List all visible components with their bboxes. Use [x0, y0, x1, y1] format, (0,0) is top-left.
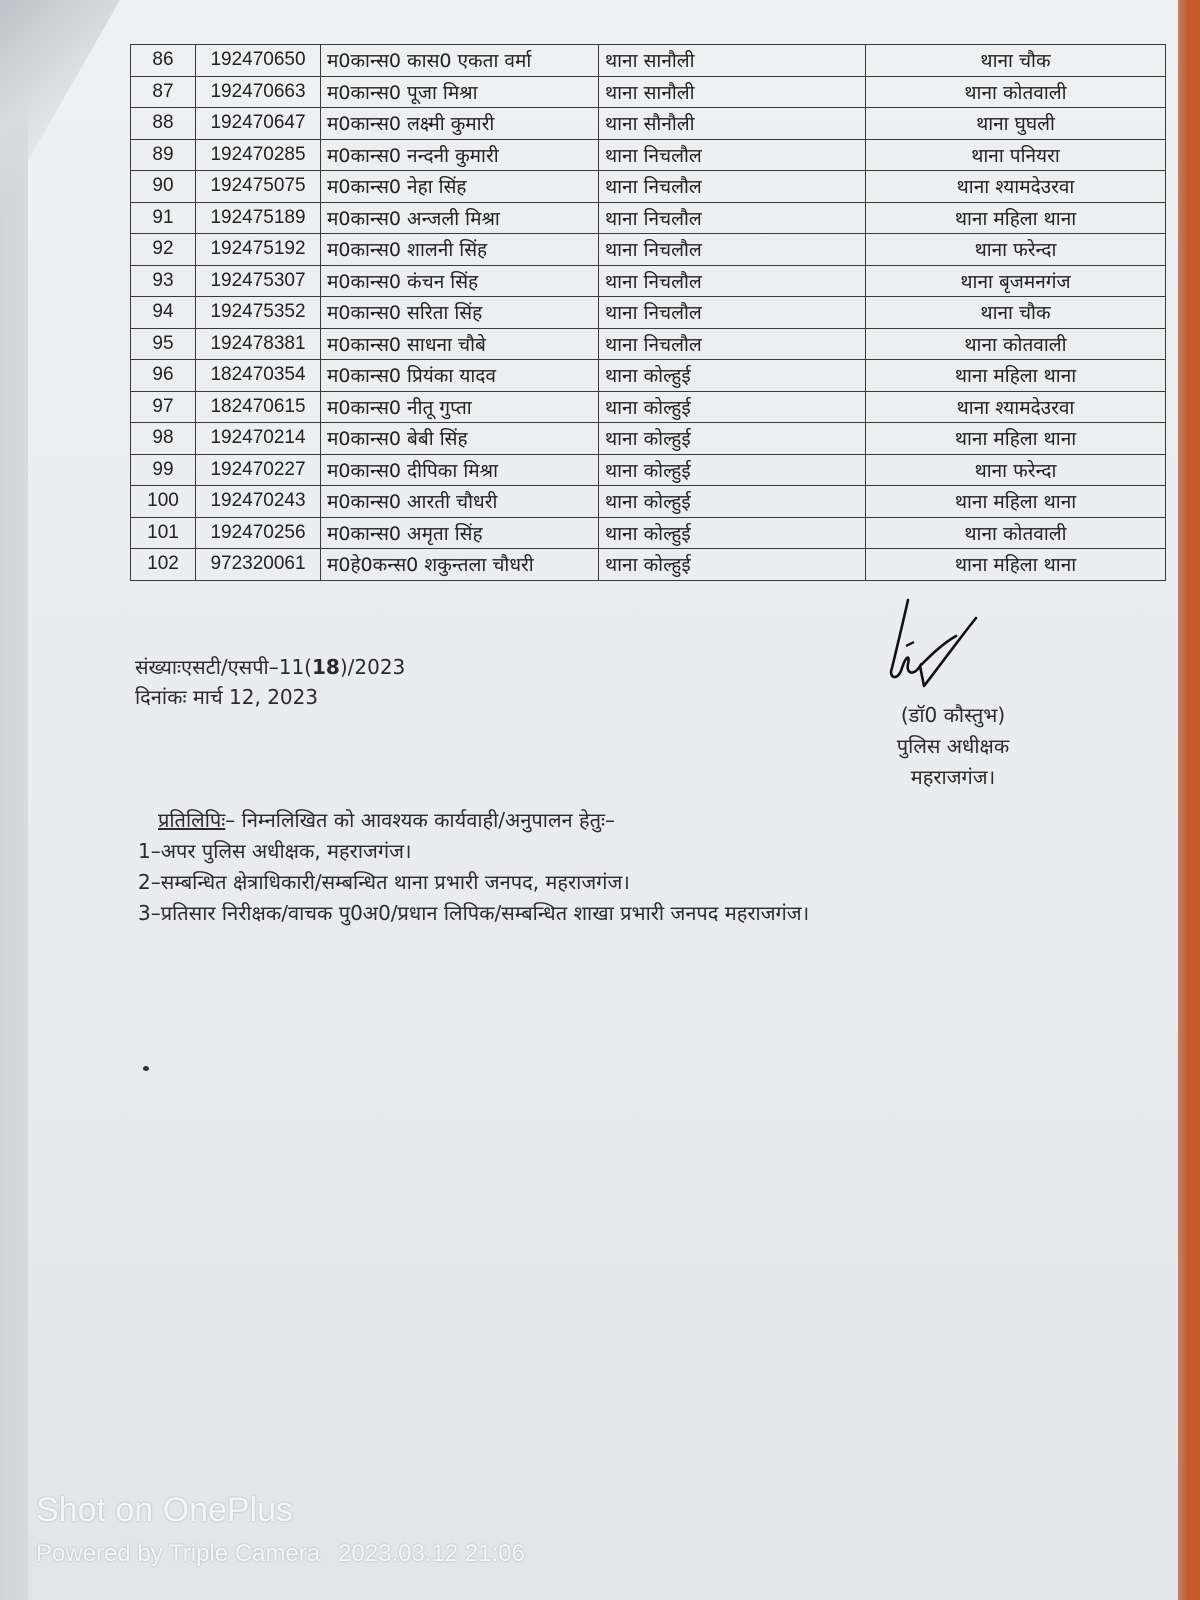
copy-to-item: 2–सम्बन्धित क्षेत्राधिकारी/सम्बन्धित थाना प्रभारी जनपद, महराजगंज। — [138, 870, 630, 894]
name-cell: म0कान्स0 साधना चौबे — [321, 328, 599, 360]
name-cell: म0कान्स0 नीतू गुप्ता — [321, 391, 599, 423]
table-row — [131, 45, 1166, 77]
serial-number-cell: 99 — [131, 454, 196, 486]
pno-cell: 192475075 — [196, 171, 321, 203]
new-posting-cell: थाना श्यामदेउरवा — [866, 391, 1166, 423]
current-posting-cell: थाना सानौली — [599, 76, 866, 108]
copy-to-item: 3–प्रतिसार निरीक्षक/वाचक पु0अ0/प्रधान लिपिक/सम्बन्धित शाखा प्रभारी जनपद महराजगंज। — [138, 901, 810, 925]
camera-watermark — [36, 1490, 525, 1574]
serial-number-cell: 96 — [131, 360, 196, 392]
pno-cell: 192470285 — [196, 139, 321, 171]
new-posting-cell: थाना फरेन्दा — [866, 454, 1166, 486]
copy-to-heading-label: प्रतिलिपिः — [158, 808, 226, 832]
name-cell: म0कान्स0 दीपिका मिश्रा — [321, 454, 599, 486]
name-cell: म0हे0कन्स0 शकुन्तला चौधरी — [321, 549, 599, 581]
current-posting-cell: थाना निचलौल — [599, 234, 866, 266]
ink-dot — [143, 1066, 149, 1071]
pno-cell: 182470615 — [196, 391, 321, 423]
transfer-table — [130, 44, 1166, 581]
pno-cell: 192470663 — [196, 76, 321, 108]
copy-to-heading-text: – निम्नलिखित को आवश्यक कार्यवाही/अनुपालन हेतुः– — [225, 808, 616, 832]
name-cell: म0कान्स0 सरिता सिंह — [321, 297, 599, 329]
reference-number-handwritten: 18 — [312, 655, 340, 679]
table-row — [131, 265, 1166, 297]
serial-number-cell: 94 — [131, 297, 196, 329]
table-row — [131, 202, 1166, 234]
table-row — [131, 139, 1166, 171]
current-posting-cell: थाना कोल्हुई — [599, 454, 866, 486]
new-posting-cell: थाना महिला थाना — [866, 360, 1166, 392]
serial-number-cell: 97 — [131, 391, 196, 423]
new-posting-cell: थाना पनियरा — [866, 139, 1166, 171]
pno-cell: 192470256 — [196, 517, 321, 549]
current-posting-cell: थाना निचलौल — [599, 265, 866, 297]
watermark-brand: Shot on OnePlus — [36, 1491, 294, 1529]
table-row — [131, 108, 1166, 140]
serial-number-cell: 90 — [131, 171, 196, 203]
name-cell: म0कान्स0 शालनी सिंह — [321, 234, 599, 266]
current-posting-cell: थाना निचलौल — [599, 328, 866, 360]
new-posting-cell: थाना चौक — [866, 297, 1166, 329]
new-posting-cell: थाना महिला थाना — [866, 202, 1166, 234]
copy-to-heading — [138, 805, 809, 836]
pno-cell: 192470214 — [196, 423, 321, 455]
pno-cell: 192478381 — [196, 328, 321, 360]
reference-number — [135, 652, 405, 682]
new-posting-cell: थाना महिला थाना — [866, 486, 1166, 518]
name-cell: म0कान्स0 नेहा सिंह — [321, 171, 599, 203]
table-row — [131, 549, 1166, 581]
pno-cell: 192470650 — [196, 45, 321, 77]
table-row — [131, 234, 1166, 266]
current-posting-cell: थाना कोल्हुई — [599, 486, 866, 518]
pno-cell: 192475352 — [196, 297, 321, 329]
table-row — [131, 360, 1166, 392]
current-posting-cell: थाना निचलौल — [599, 297, 866, 329]
table-row — [131, 391, 1166, 423]
new-posting-cell: थाना श्यामदेउरवा — [866, 171, 1166, 203]
transfer-table-body — [131, 45, 1166, 581]
new-posting-cell: थाना कोतवाली — [866, 76, 1166, 108]
current-posting-cell: थाना कोल्हुई — [599, 549, 866, 581]
serial-number-cell: 95 — [131, 328, 196, 360]
new-posting-cell: थाना फरेन्दा — [866, 234, 1166, 266]
current-posting-cell: थाना निचलौल — [599, 171, 866, 203]
name-cell: म0कान्स0 पूजा मिश्रा — [321, 76, 599, 108]
table-row — [131, 486, 1166, 518]
current-posting-cell: थाना निचलौल — [599, 202, 866, 234]
reference-block — [135, 652, 405, 712]
serial-number-cell: 98 — [131, 423, 196, 455]
serial-number-cell: 102 — [131, 549, 196, 581]
name-cell: म0कान्स0 अमृता सिंह — [321, 517, 599, 549]
current-posting-cell: थाना कोल्हुई — [599, 423, 866, 455]
name-cell: म0कान्स0 आरती चौधरी — [321, 486, 599, 518]
signatory-designation: पुलिस अधीक्षक — [896, 734, 1010, 758]
signatory-place: महराजगंज। — [910, 765, 996, 789]
name-cell: म0कान्स0 अन्जली मिश्रा — [321, 202, 599, 234]
name-cell: म0कान्स0 प्रियंका यादव — [321, 360, 599, 392]
current-posting-cell: थाना कोल्हुई — [599, 360, 866, 392]
name-cell: म0कान्स0 लक्ष्मी कुमारी — [321, 108, 599, 140]
pno-cell: 182470354 — [196, 360, 321, 392]
reference-number-prefix: संख्याःएसटी/एसपी–11( — [135, 655, 312, 679]
current-posting-cell: थाना कोल्हुई — [599, 517, 866, 549]
serial-number-cell: 88 — [131, 108, 196, 140]
reference-date: दिनांकः मार्च 12, 2023 — [135, 685, 319, 709]
pno-cell: 192475189 — [196, 202, 321, 234]
serial-number-cell: 91 — [131, 202, 196, 234]
reference-number-suffix: )/2023 — [339, 655, 406, 679]
pno-cell: 972320061 — [196, 549, 321, 581]
signature-image — [880, 598, 1000, 698]
name-cell: म0कान्स0 बेबी सिंह — [321, 423, 599, 455]
current-posting-cell: थाना सानौली — [599, 45, 866, 77]
new-posting-cell: थाना कोतवाली — [866, 517, 1166, 549]
name-cell: म0कान्स0 नन्दनी कुमारी — [321, 139, 599, 171]
new-posting-cell: थाना कोतवाली — [866, 328, 1166, 360]
watermark-powered: Powered by Triple Camera — [36, 1540, 321, 1567]
new-posting-cell: थाना महिला थाना — [866, 423, 1166, 455]
new-posting-cell: थाना बृजमनगंज — [866, 265, 1166, 297]
watermark-timestamp: 2023.03.12 21:06 — [338, 1540, 525, 1567]
name-cell: म0कान्स0 कास0 एकता वर्मा — [321, 45, 599, 77]
pno-cell: 192470227 — [196, 454, 321, 486]
serial-number-cell: 101 — [131, 517, 196, 549]
table-row — [131, 328, 1166, 360]
pno-cell: 192470243 — [196, 486, 321, 518]
table-row — [131, 454, 1166, 486]
table-row — [131, 297, 1166, 329]
signatory-block — [868, 700, 1038, 793]
pno-cell: 192470647 — [196, 108, 321, 140]
new-posting-cell: थाना महिला थाना — [866, 549, 1166, 581]
pno-cell: 192475192 — [196, 234, 321, 266]
table-row — [131, 423, 1166, 455]
serial-number-cell: 100 — [131, 486, 196, 518]
serial-number-cell: 92 — [131, 234, 196, 266]
serial-number-cell: 87 — [131, 76, 196, 108]
table-row — [131, 171, 1166, 203]
current-posting-cell: थाना कोल्हुई — [599, 391, 866, 423]
table-row — [131, 76, 1166, 108]
watermark-subline — [36, 1534, 525, 1574]
serial-number-cell: 89 — [131, 139, 196, 171]
copy-to-section — [138, 805, 809, 929]
pno-cell: 192475307 — [196, 265, 321, 297]
new-posting-cell: थाना घुघली — [866, 108, 1166, 140]
name-cell: म0कान्स0 कंचन सिंह — [321, 265, 599, 297]
serial-number-cell: 86 — [131, 45, 196, 77]
current-posting-cell: थाना सौनौली — [599, 108, 866, 140]
copy-to-item: 1–अपर पुलिस अधीक्षक, महराजगंज। — [138, 839, 412, 863]
serial-number-cell: 93 — [131, 265, 196, 297]
signatory-name: (डॉ0 कौस्तुभ) — [900, 703, 1006, 727]
new-posting-cell: थाना चौक — [866, 45, 1166, 77]
current-posting-cell: थाना निचलौल — [599, 139, 866, 171]
table-row — [131, 517, 1166, 549]
